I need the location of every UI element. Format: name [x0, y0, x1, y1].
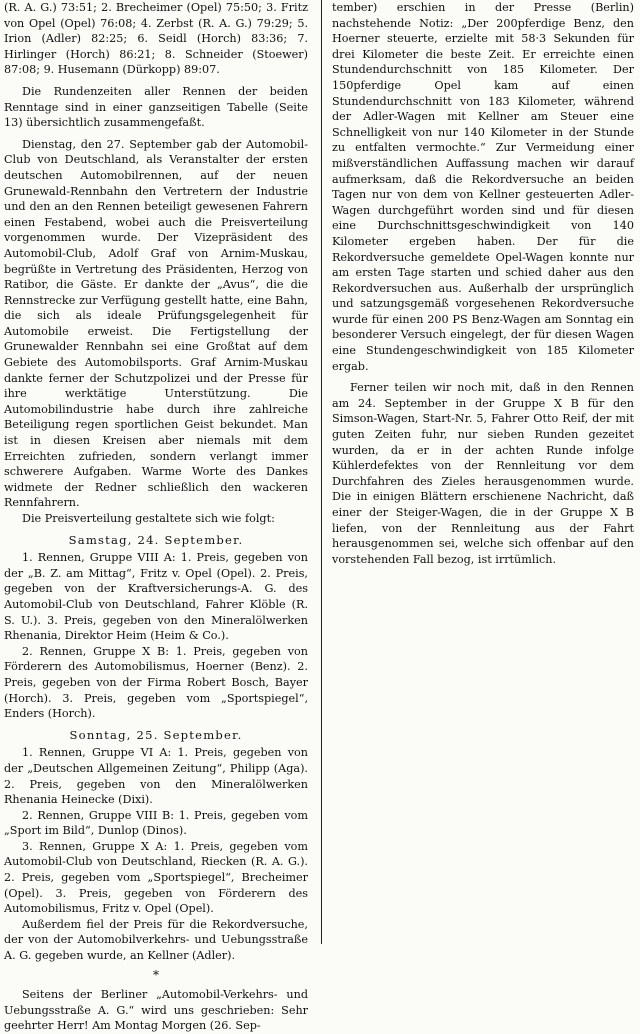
left-column — [4, 0, 312, 1034]
section-separator: * — [153, 967, 159, 982]
left-paragraph: (R. A. G.) 73:51; 2. Brecheimer (Opel) 75:50; 3. Fritz von Opel (Opel) 76:08; 4. Zerbst (R. A. G.) 79:29; 5. Irion (Adler) 82:25; 6. Seidl (Horch) 83:36; 7. Hirlinger (Horch) 86:21; 8. Schneider (Stoewer) 87:08; 9. Husemann (Dürkopp) 89:07. — [4, 1, 308, 77]
left-paragraph: 1. Rennen, Gruppe VIII A: 1. Preis, gegeben von der „B. Z. am Mittag“, Fritz v. Opel (Opel). 2. Preis, gegeben von der Kraftversicherungs-A. G. des Automobil-Club von Deutschland, Fahrer Klöble (R. S. U.). 3. Preis, gegeben von den Mineralölwerken Rhenania, Direktor Heim (Heim & Co.). — [4, 551, 308, 643]
left-paragraph: Außerdem fiel der Preis für die Rekordversuche, der von der Automobilverkehrs- und Uebungsstraße A. G. gegeben wurde, an Kellner (Adler). — [4, 917, 308, 963]
left-paragraph: 2. Rennen, Gruppe X B: 1. Preis, gegeben von Förderern des Automobilismus, Hoerner (Benz). 2. Preis, gegeben von der Firma Robert Bosch, Bayer (Horch). 3. Preis, gegeben vom „Sportspiegel“, Enders (Horch). — [4, 644, 308, 721]
right-paragraph: Ferner teilen wir noch mit, daß in den Rennen am 24. September in der Gruppe X B für den Simson-Wagen, Start-Nr. 5, Fahrer Otto Reif, der mit guten Zeiten fuhr, nur sieben Runden gezeitet wurden, da er in der achten Runde infolge Kühlerdefektes von der Rennleitung vor dem Durchfahren des Zieles herausgenommen wurde. Die in einigen Blättern erschienene Nachricht, daß einer der Steiger-Wagen, die in der Gruppe X B liefen, von der Rennleitung aus der Fahrt herausgenommen sei, welche sich offenbar auf den vorstehenden Fall bezog, ist irrtümlich. — [332, 381, 634, 566]
left-heading: Sonntag, 25. September. — [69, 727, 243, 742]
left-paragraph: 1. Rennen, Gruppe VI A: 1. Preis, gegeben von der „Deutschen Allgemeinen Zeitung“, Philipp (Aga). 2. Preis, gegeben von den Mineralölwerken Rhenania Heinecke (Dixi). — [4, 746, 308, 807]
left-paragraph: Die Rundenzeiten aller Rennen der beiden Renntage sind in einer ganzseitigen Tabelle (Seite 13) übersichtlich zusammengefaßt. — [4, 84, 308, 130]
left-heading: Samstag, 24. September. — [68, 532, 244, 547]
column-divider — [321, 0, 322, 944]
left-paragraph: Seitens der Berliner „Automobil-Verkehrs- und Uebungsstraße A. G.“ wird uns geschrieben: Sehr geehrter Herr! Am Montag Morgen (26. Sep- — [4, 988, 308, 1033]
left-paragraph: Dienstag, den 27. September gab der Automobil-Club von Deutschland, als Veranstalter der ersten deutschen Automobilrennen, auf der neuen Grunewald-Rennbahn den Vertretern der Industrie und den an den Rennen beteiligt gewesenen Fahrern einen Festabend, wobei auch die Preisverteilung vorgenommen wurde. Der Vizepräsident des Automobil-Club, Adolf Graf von Arnim-Muskau, begrüßte in Vertretung des Präsidenten, Herzog von Ratibor, die Gäste. Er dankte der „Avus“, die die Rennstrecke zur Verfügung gestellt hatte, eine Bahn, die sich als ideale Prüfungsgelegenheit für Automobile erweist. Die Fertigstellung der Grunewalder Rennbahn sei eine Großtat auf dem Gebiete des Automobilsports. Graf Arnim-Muskau dankte ferner der Schutzpolizei und der Presse für ihre werktätige Unterstützung. Die Automobilindustrie habe durch ihre zahlreiche Beteiligung regen sportlichen Geist bekundet. Man ist in diesen Kreisen aber niemals mit dem Erreichten zufrieden, sondern verlangt immer schwerere Aufgaben. Warme Worte des Dankes widmete der Redner schließlich den wackeren Rennfahrern. — [4, 137, 308, 510]
right-paragraph: tember) erschien in der Presse (Berlin) nachstehende Notiz: „Der 200pferdige Benz, den Hoerner steuerte, erzielte mit 58‧3 Sekunden für drei Kilometer die beste Zeit. Er erreichte einen Stundendurchschnitt von 185 Kilometer. Der 150pferdige Opel kam auf einen Stundendurchschnitt von 183 Kilometer, während der Adler-Wagen mit Kellner am Steuer eine Schnelligkeit von nur 140 Kilometer in der Stunde zu entfalten vermochte.“ Zur Vermeidung einer mißverständlichen Auffassung machen wir darauf aufmerksam, daß die Rekordversuche an beiden Tagen nur von dem von Kellner gesteuerten Adler-Wagen durchgeführt worden sind und für diesen eine Durchschnittsgeschwindigkeit von 140 Kilometer ergeben haben. Der für die Rekordversuche gemeldete Opel-Wagen konnte nur am ersten Tage starten und schied daher aus den Rekordversuchen aus. Außerhalb der ursprünglich und satzungsgemäß vorgesehenen Rekordversuche wurde für einen 200 PS Benz-Wagen am Sonntag ein besonderer Versuch eingelegt, der für diesen Wagen eine Stundengeschwindigkeit von 185 Kilometer ergab. — [332, 1, 634, 373]
left-paragraph: Die Preisverteilung gestaltete sich wie folgt: — [22, 512, 275, 525]
left-paragraph: 3. Rennen, Gruppe X A: 1. Preis, gegeben vom Automobil-Club von Deutschland, Riecken (R. A. G.). 2. Preis, gegeben vom „Sportspiegel“, Brecheimer (Opel). 3. Preis, gegeben von Förderern des Automobilismus, Fritz v. Opel (Opel). — [4, 839, 308, 916]
right-column — [328, 0, 636, 567]
left-paragraph: 2. Rennen, Gruppe VIII B: 1. Preis, gegeben vom „Sport im Bild“, Dunlop (Dinos). — [4, 808, 308, 838]
